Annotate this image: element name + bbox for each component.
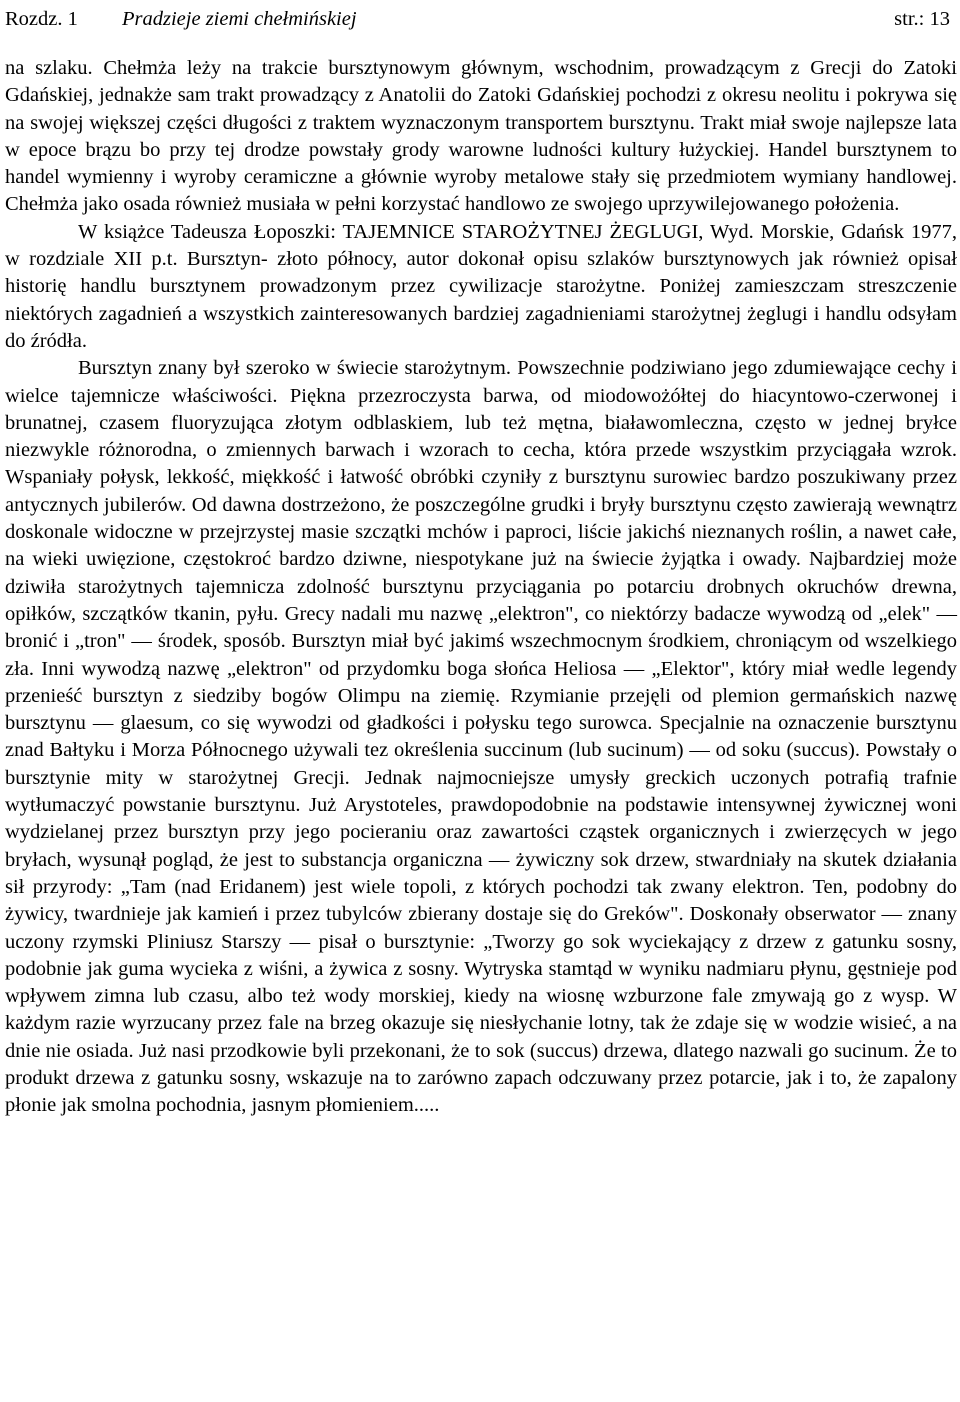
chapter-title: Pradzieje ziemi chełmińskiej — [122, 8, 357, 30]
chapter-label: Rozdz. 1 — [5, 8, 78, 30]
page-number: str.: 13 — [894, 8, 950, 30]
paragraph-trade-route: na szlaku. Chełmża leży na trakcie bursztynowym głównym, wschodnim, prowadzącym z Grecji do Zatoki Gdańskiej, jednakże sam trakt prowadzący z Anatolii do Zatoki Gdańskiej pochodzi z okresu neolitu i pokrywa się na swojej większej części długości z traktem wyznaczonym transportem bursztynu. Trakt miał swoje najlepsze lata w epoce brązu bo przy tej drodze powstały grody warowne ludności kultury łużyckiej. Handel bursztynem to handel wymienny i wyroby ceramiczne a głównie wyroby metalowe stały się przedmiotem wymiany handlowej. Chełmża jako osada również musiała w pełni korzystać handlowo ze swojego uprzywilejowanego położenia. — [5, 57, 957, 216]
paragraph-amber-history: Bursztyn znany był szeroko w świecie starożytnym. Powszechnie podziwiano jego zdumiewające cechy i wielce tajemnicze właściwości. Piękna przezroczysta barwa, od miodowożółtej do hiacyntowo-czerwonej i brunatnej, czasem fluoryzująca złotym odblaskiem, lub też mętna, białawomleczna, często w jednej bryłce niezwykle różnorodna, o zmiennych barwach i wzorach to cecha, która przede wszystkim przyciągała wzrok. Wspaniały połysk, lekkość, miękkość i łatwość obróbki czyniły z bursztynu surowiec bardzo poszukiwany przez antycznych jubilerów. Od dawna dostrzeżono, że poszczególne grudki i bryły bursztynu często zawierają wewnątrz doskonale widoczne w przejrzystej masie szczątki mchów i paproci, liście jakichś nieznanych roślin, a nawet całe, na wieki uwięzione, częstokroć bardzo dziwne, niespotykane już na świecie żyjątka i owady. Najbardziej może dziwiła starożytnych tajemnicza zdolność bursztynu przyciągania po potarciu drobnych okruchów drewna, opiłków, szczątków tkanin, pyłu. Grecy nadali mu nazwę „elektron", co niektórzy badacze wywodzą od „elek" — bronić i „tron" — środek, sposób. Bursztyn miał być jakimś wszechmocnym środkiem, chroniącym od wszelkiego zła. Inni wywodzą nazwę „elektron" od przydomku boga słońca Heliosa — „Elektor", który miał wedle legendy przenieść bursztyn z siedziby bogów Olimpu na ziemię. Rzymianie przejęli od plemion germańskich nazwę bursztynu — glaesum, co się wywodzi od gładkości i połysku tego surowca. Specjalnie na oznaczenie bursztynu znad Bałtyku i Morza Północnego używali tez określenia succinum (lub sucinum) — od soku (succus). Powstały o bursztynie mity w starożytnej Grecji. Jednak najmocniejsze umysły greckich uczonych potrafią trafnie wytłumaczyć powstanie bursztynu. Już Arystoteles, prawdopodobnie na podstawie intensywnej żywicznej woni wydzielanej przez bursztyn przy jego pocieraniu oraz zawartości cząstek organicznych i zwierzęcych w jego bryłach, wysunął pogląd, że jest to substancja organiczna — żywiczny sok drzew, stwardniały na skutek działania sił przyrody: „Tam (nad Eridanem) jest wiele topoli, z których pochodzi tak zwany elektron. Ten, podobny do żywicy, twardnieje jak kamień i przez tubylców zbierany dostaje się do Greków". Doskonały obserwator — znany uczony rzymski Pliniusz Starszy — pisał o bursztynie: „Tworzy go sok wyciekający z drzew z gatunku sosny, podobnie jak guma wycieka z wiśni, a żywica z sosny. Wytryska stamtąd w wyniku nadmiaru płynu, gęstnieje pod wpływem zimna lub czasu, albo też wody morskiej, kiedy na wiosnę wzburzone fale zmywają go z wysp. W każdym razie wyrzucany przez fale na brzeg okazuje się niesłychanie lotny, tak że zdaje się w wodzie wisieć, a na dnie nie osiada. Już nasi przodkowie byli przekonani, że to sok (succus) drzewa, dlatego nazwali go sucinum. Że to produkt drzewa z gatunku sosny, wskazuje na to zarówno zapach odczuwany przez potarcie, jak i to, że zapalony płonie jak smolna pochodnia, jasnym płomieniem..... — [5, 357, 957, 1117]
paragraph-book-reference: W książce Tadeusza Łoposzki: TAJEMNICE STAROŻYTNEJ ŻEGLUGI, Wyd. Morskie, Gdańsk 1977, w rozdziale XII p.t. Bursztyn- złoto północy, autor dokonał opisu szlaków bursztynowych jak również opisał historię handlu bursztynem prowadzonym przez cywilizacje starożytne. Poniżej zamieszczam streszczenie niektórych zagadnień a wszystkich zainteresowanych bardziej zagadnieniami starożytnej żeglugi i handlu odsyłam do źródła. — [5, 220, 957, 352]
page-header — [5, 2, 955, 36]
document-body — [5, 55, 957, 1120]
